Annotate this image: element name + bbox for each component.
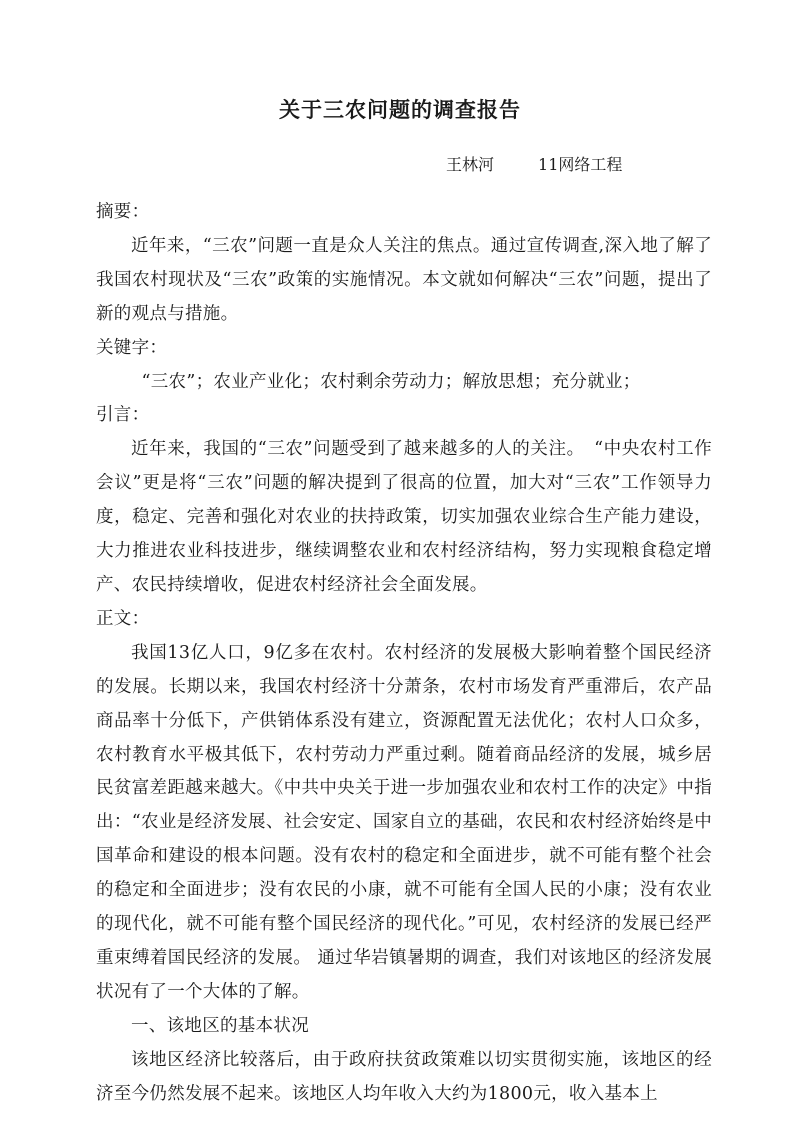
body-paragraph: 我国13亿人口，9亿多在农村。农村经济的发展极大影响着整个国民经济的发展。长期以来，我国农村经济十分萧条，农村市场发育严重滞后，农产品商品率十分低下，产供销体系没有建立，资源配置无法优化；农村人口众多，农村教育水平极其低下，农村劳动力严重过剩。随着商品经济的发展，城乡居民贫富差距越来越大。《中共中央关于进一步加强农业和农村工作的决定》中指出：“农业是经济发展、社会安定、国家自立的基础，农民和农村经济始终是中国革命和建设的根本问题。没有农村的稳定和全面进步，就不可能有整个社会的稳定和全面进步；没有农民的小康，就不可能有全国人民的小康；没有农业的现代化，就不可能有整个国民经济的现代化。”可见，农村经济的发展已经严重束缚着国民经济的发展。 通过华岩镇暑期的调查，我们对该地区的经济发展状况有了一个大体的了解。 <box>96 642 712 1002</box>
section-paragraph-basic-status: 该地区经济比较落后，由于政府扶贫政策难以切实贯彻实施，该地区的经济至今仍然发展不起来。该地区人均年收入大约为1800元，收入基本上 <box>96 1049 712 1104</box>
class-name: 11网络工程 <box>538 155 623 174</box>
document-title: 关于三农问题的调查报告 <box>279 97 521 122</box>
intro-paragraph: 近年来，我国的“三农”问题受到了越来越多的人的关注。 “中央农村工作会议”更是将“三农”问题的解决提到了很高的位置，加大对“三农”工作领导力度，稳定、完善和强化对农业的扶持政策，切实加强农业综合生产能力建设，大力推进农业科技进步，继续调整农业和农村经济结构，努力实现粮食稳定增产、农民持续增收，促进农村经济社会全面发展。 <box>96 439 712 595</box>
keywords-heading: 关键字： <box>96 337 168 358</box>
document-body <box>96 196 712 1111</box>
abstract-heading: 摘要： <box>96 202 150 222</box>
abstract-paragraph: 近年来，“三农”问题一直是众人关注的焦点。通过宣传调查,深入地了解了我国农村现状及“三农”政策的实施情况。本文就如何解决“三农”问题，提出了新的观点与措施。 <box>96 235 712 324</box>
keywords-paragraph: “三农”；农业产业化；农村剩余劳动力；解放思想；充分就业； <box>141 371 641 392</box>
author-name: 王林河 <box>446 155 495 174</box>
section-heading-basic-status: 一、该地区的基本状况 <box>131 1015 309 1036</box>
intro-heading: 引言： <box>96 405 150 426</box>
byline <box>446 152 622 175</box>
body-heading: 正文： <box>96 608 150 629</box>
